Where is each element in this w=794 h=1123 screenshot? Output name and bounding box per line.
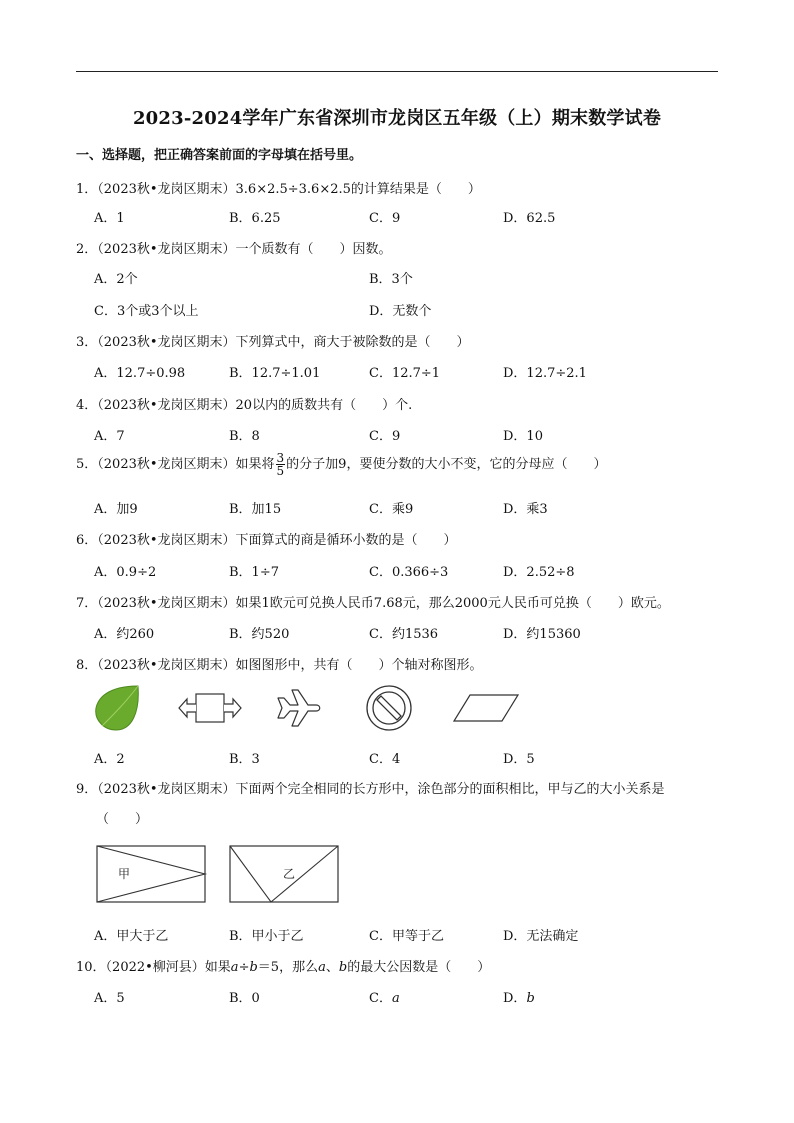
q5-option-a[interactable]: A．加9 — [94, 502, 138, 517]
section-heading: 一、选择题，把正确答案前面的字母填在括号里。 — [76, 148, 363, 163]
q10-option-b[interactable]: B．0 — [229, 991, 260, 1006]
q3-option-d[interactable]: D．12.7÷2.1 — [503, 366, 587, 381]
q1-option-d[interactable]: D．62.5 — [503, 211, 556, 226]
q2-option-d[interactable]: D．无数个 — [369, 304, 432, 319]
q8-option-c[interactable]: C．4 — [369, 752, 401, 767]
q10-mid: ＝5，那么 — [257, 960, 319, 975]
q4-option-c[interactable]: C．9 — [369, 429, 401, 444]
arrow-box-icon — [178, 692, 242, 726]
q5-option-c[interactable]: C．乘9 — [369, 502, 414, 517]
question-8: 8．（2023秋•龙岗区期末）如图图形中，共有（ ）个轴对称图形。 — [76, 658, 483, 673]
rectangle-jia-figure — [96, 845, 208, 905]
question-6: 6．（2023秋•龙岗区期末）下面算式的商是循环小数的是（ ） — [76, 533, 457, 548]
q5-option-d[interactable]: D．乘3 — [503, 502, 548, 517]
q10-suffix: 的最大公因数是（ ） — [347, 960, 491, 975]
q2-option-c[interactable]: C．3个或3个以上 — [94, 304, 199, 319]
q1-option-b[interactable]: B．6.25 — [229, 211, 281, 226]
q4-option-a[interactable]: A．7 — [94, 429, 125, 444]
airplane-icon — [276, 688, 322, 728]
fraction-denominator: 5 — [276, 464, 285, 478]
q8-option-d[interactable]: D．5 — [503, 752, 535, 767]
q4-option-d[interactable]: D．10 — [503, 429, 543, 444]
var-b-second: b — [338, 960, 348, 975]
q5-suffix: 的分子加9，要使分数的大小不变，它的分母应（ ） — [286, 457, 607, 472]
q2-option-b[interactable]: B．3个 — [369, 272, 413, 287]
var-a: a — [230, 960, 239, 975]
divide-sign: ÷ — [238, 960, 250, 975]
q9-option-d[interactable]: D．无法确定 — [503, 929, 579, 944]
q7-option-c[interactable]: C．约1536 — [369, 627, 439, 642]
q10-option-d[interactable] — [503, 987, 535, 1006]
q9-option-a[interactable]: A．甲大于乙 — [94, 929, 169, 944]
q9-option-b[interactable]: B．甲小于乙 — [229, 929, 304, 944]
page-title: 2023-2024学年广东省深圳市龙岗区五年级（上）期末数学试卷 — [132, 108, 662, 129]
q5-option-b[interactable]: B．加15 — [229, 502, 282, 517]
q10-option-d-var: b — [526, 991, 535, 1006]
question-3: 3．（2023秋•龙岗区期末）下列算式中，商大于被除数的是（ ） — [76, 335, 470, 350]
fraction-numerator: 3 — [276, 451, 285, 465]
q3-option-a[interactable]: A．12.7÷0.98 — [94, 366, 186, 381]
q3-option-c[interactable]: C．12.7÷1 — [369, 366, 441, 381]
q1-option-c[interactable]: C．9 — [369, 211, 401, 226]
question-9: 9．（2023秋•龙岗区期末）下面两个完全相同的长方形中，涂色部分的面积相比，甲与乙的大小关系是 — [76, 782, 665, 797]
q6-option-d[interactable]: D．2.52÷8 — [503, 565, 575, 580]
question-9-blank: （ ） — [96, 812, 149, 827]
q7-option-b[interactable]: B．约520 — [229, 627, 290, 642]
separator: 、 — [325, 960, 339, 975]
q10-option-c[interactable] — [369, 987, 400, 1006]
question-5 — [76, 452, 606, 477]
label-jia: 甲 — [118, 867, 131, 881]
q7-option-a[interactable]: A．约260 — [94, 627, 155, 642]
q8-option-b[interactable]: B．3 — [229, 752, 260, 767]
var-b: b — [249, 960, 258, 975]
prohibition-sign-icon — [365, 684, 413, 732]
q10-option-c-label: C． — [369, 991, 392, 1006]
q4-option-b[interactable]: B．8 — [229, 429, 260, 444]
q8-option-a[interactable]: A．2 — [94, 752, 125, 767]
q6-option-a[interactable]: A．0.9÷2 — [94, 565, 157, 580]
q2-option-a[interactable]: A．2个 — [94, 272, 138, 287]
rectangle-yi-figure — [229, 845, 341, 905]
q10-prefix: 10．（2022•柳河县）如果 — [76, 960, 231, 975]
question-1: 1．（2023秋•龙岗区期末）3.6×2.5÷3.6×2.5的计算结果是（ ） — [76, 182, 481, 197]
q6-option-c[interactable]: C．0.366÷3 — [369, 565, 449, 580]
fraction-three-fifths — [276, 452, 286, 477]
label-yi: 乙 — [283, 867, 296, 881]
q9-option-c[interactable]: C．甲等于乙 — [369, 929, 444, 944]
question-7: 7．（2023秋•龙岗区期末）如果1欧元可兑换人民币7.68元，那么2000元人民币可兑换（ ）欧元。 — [76, 596, 670, 611]
q7-option-d[interactable]: D．约15360 — [503, 627, 581, 642]
q10-option-d-label: D． — [503, 991, 527, 1006]
question-10 — [76, 956, 490, 975]
header-rule — [76, 71, 718, 72]
leaf-icon — [92, 684, 142, 732]
q1-option-a[interactable]: A．1 — [94, 211, 125, 226]
q10-option-c-var: a — [391, 991, 400, 1006]
q6-option-b[interactable]: B．1÷7 — [229, 565, 279, 580]
q3-option-b[interactable]: B．12.7÷1.01 — [229, 366, 321, 381]
parallelogram-icon — [452, 693, 520, 723]
q10-option-a[interactable]: A．5 — [94, 991, 125, 1006]
q5-prefix: 5．（2023秋•龙岗区期末）如果将 — [76, 457, 275, 472]
question-4: 4．（2023秋•龙岗区期末）20以内的质数共有（ ）个. — [76, 398, 413, 413]
question-2: 2．（2023秋•龙岗区期末）一个质数有（ ）因数。 — [76, 242, 392, 257]
var-a-second: a — [318, 960, 326, 975]
